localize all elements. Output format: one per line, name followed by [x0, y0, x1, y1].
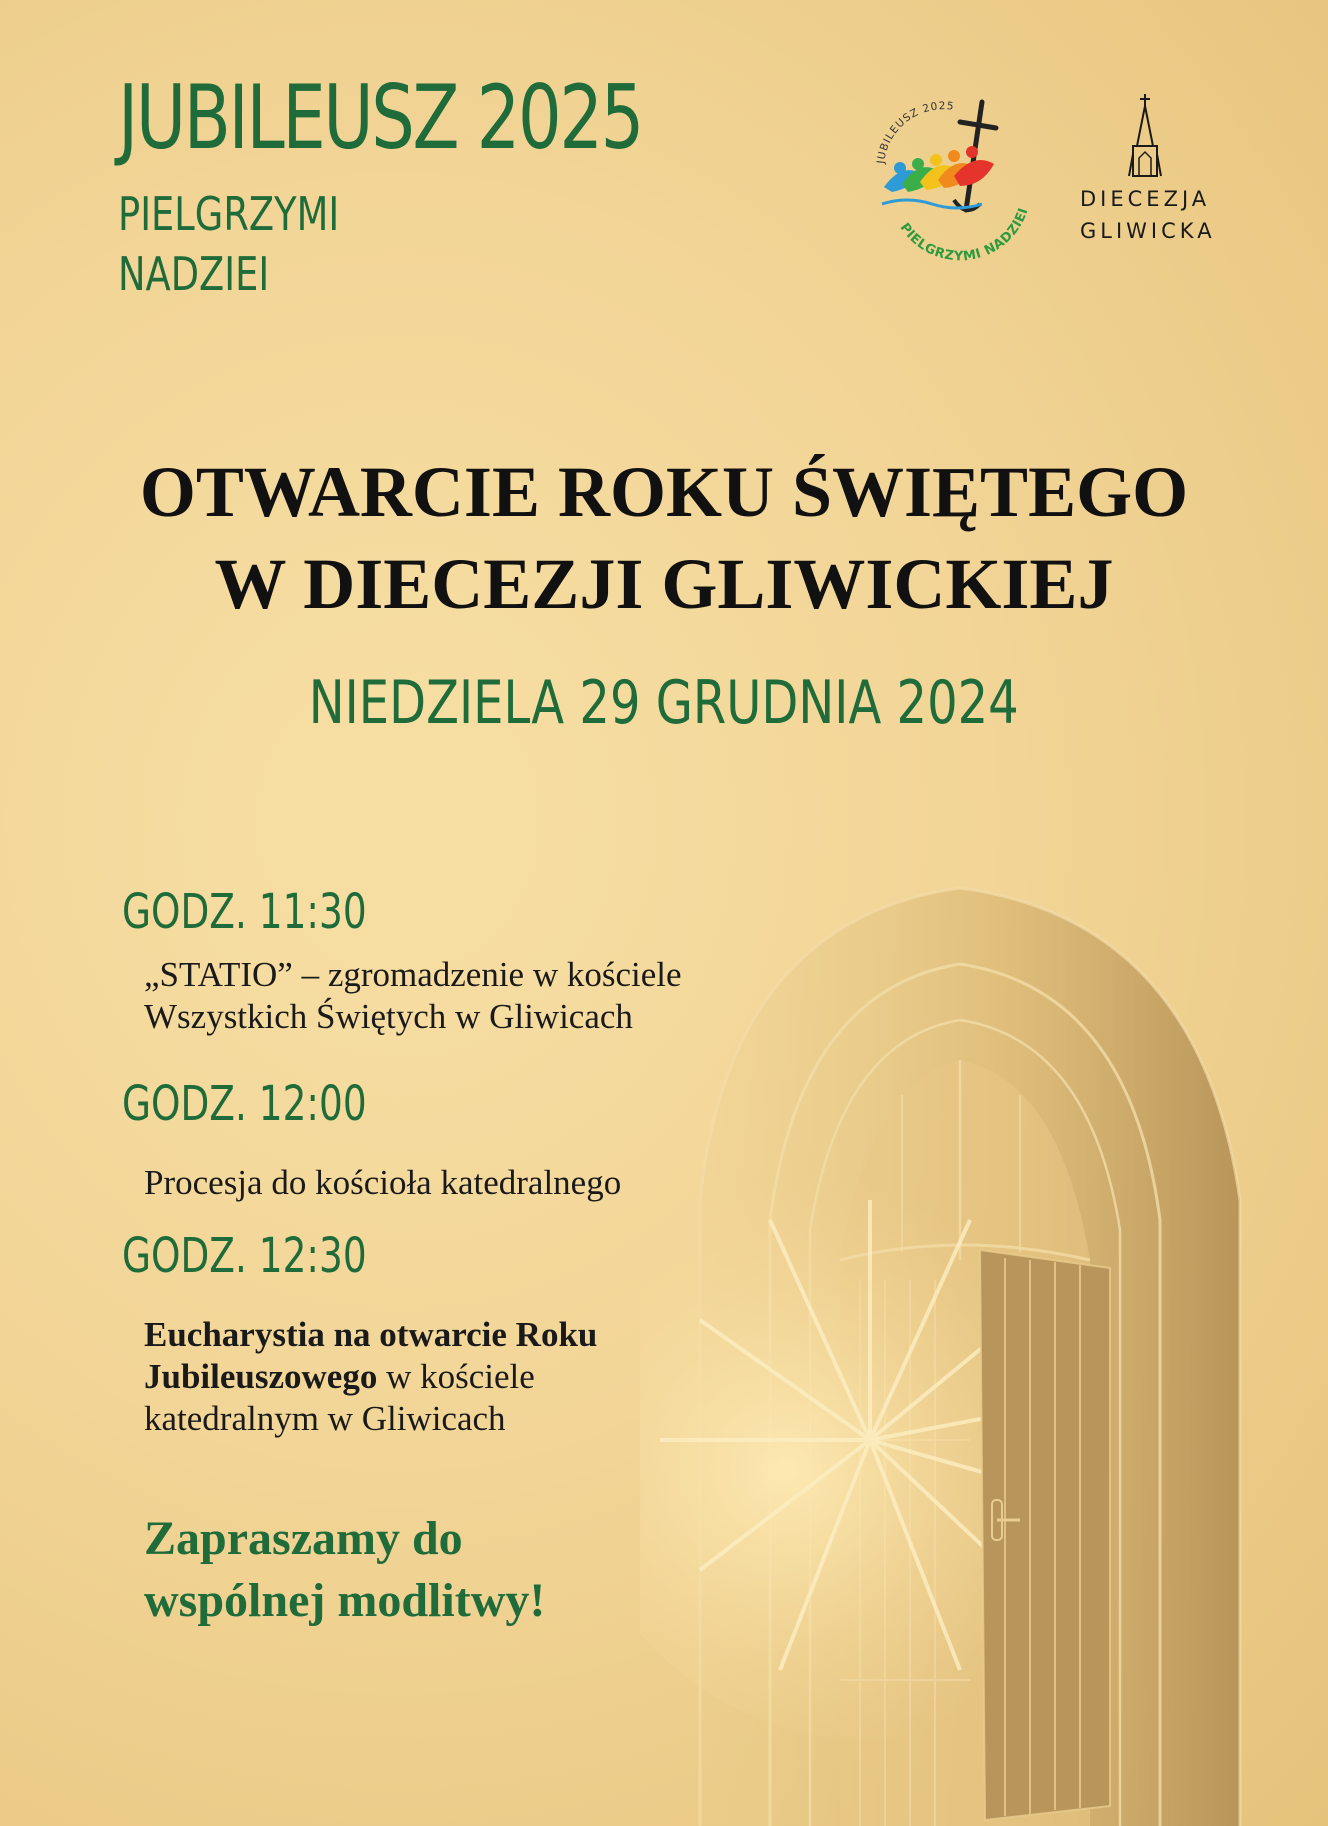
svg-text:PIELGRZYMI NADZIEI — [897, 206, 1032, 262]
schedule-desc-bold: Jubileuszowego — [144, 1357, 378, 1396]
pilgrims-figures-icon — [882, 146, 994, 208]
schedule-desc-line: Wszystkich Świętych w Gliwicach — [144, 997, 633, 1036]
schedule-time: GODZ. 12:00 — [122, 1076, 367, 1132]
schedule-desc-line: katedralnym w Gliwicach — [144, 1399, 506, 1438]
schedule-desc-line: „STATIO” – zgromadzenie w kościele — [144, 955, 682, 994]
header-title: JUBILEUSZ 2025 — [118, 66, 643, 169]
schedule-item — [122, 1076, 762, 1204]
jubilee-logo-top-text: JUBILEUSZ 2025 — [875, 100, 956, 165]
schedule-time: GODZ. 12:30 — [122, 1228, 367, 1284]
invitation-line-2: wspólnej modlitwy! — [144, 1574, 546, 1627]
event-title — [0, 446, 1328, 630]
event-date — [0, 668, 1328, 738]
svg-text:JUBILEUSZ 2025 — [875, 100, 955, 165]
diocese-name-line-1: DIECEZJA — [1080, 187, 1211, 211]
jubilee-logo-bottom-text: PIELGRZYMI NADZIEI — [896, 206, 1032, 262]
schedule-desc-line: Procesja do kościoła katedralnego — [144, 1163, 622, 1202]
diocese-logo — [1080, 92, 1216, 247]
schedule-item — [122, 884, 762, 1038]
header-subtitle — [118, 184, 339, 304]
event-title-line-1: OTWARCIE ROKU ŚWIĘTEGO — [139, 452, 1189, 532]
subtitle-line-1: PIELGRZYMI — [118, 187, 340, 241]
schedule-description — [144, 954, 762, 1038]
event-title-line-2: W DIECEZJI GLIWICKIEJ — [214, 544, 1114, 624]
event-date-text: NIEDZIELA 29 GRUDNIA 2024 — [309, 668, 1019, 738]
schedule-time: GODZ. 11:30 — [122, 884, 367, 940]
schedule-item — [122, 1228, 762, 1440]
jubilee-logo — [862, 92, 1032, 262]
schedule-desc-line: w kościele — [377, 1357, 535, 1396]
subtitle-line-2: NADZIEI — [118, 247, 270, 301]
invitation — [144, 1508, 545, 1632]
schedule-description — [144, 1162, 762, 1204]
cathedral-tower-icon — [1125, 92, 1165, 178]
invitation-line-1: Zapraszamy do — [144, 1512, 463, 1565]
diocese-name-line-2: GLIWICKA — [1080, 219, 1216, 243]
schedule-desc-bold: Eucharystia na otwarcie Roku — [144, 1315, 598, 1354]
schedule-description — [144, 1314, 762, 1440]
